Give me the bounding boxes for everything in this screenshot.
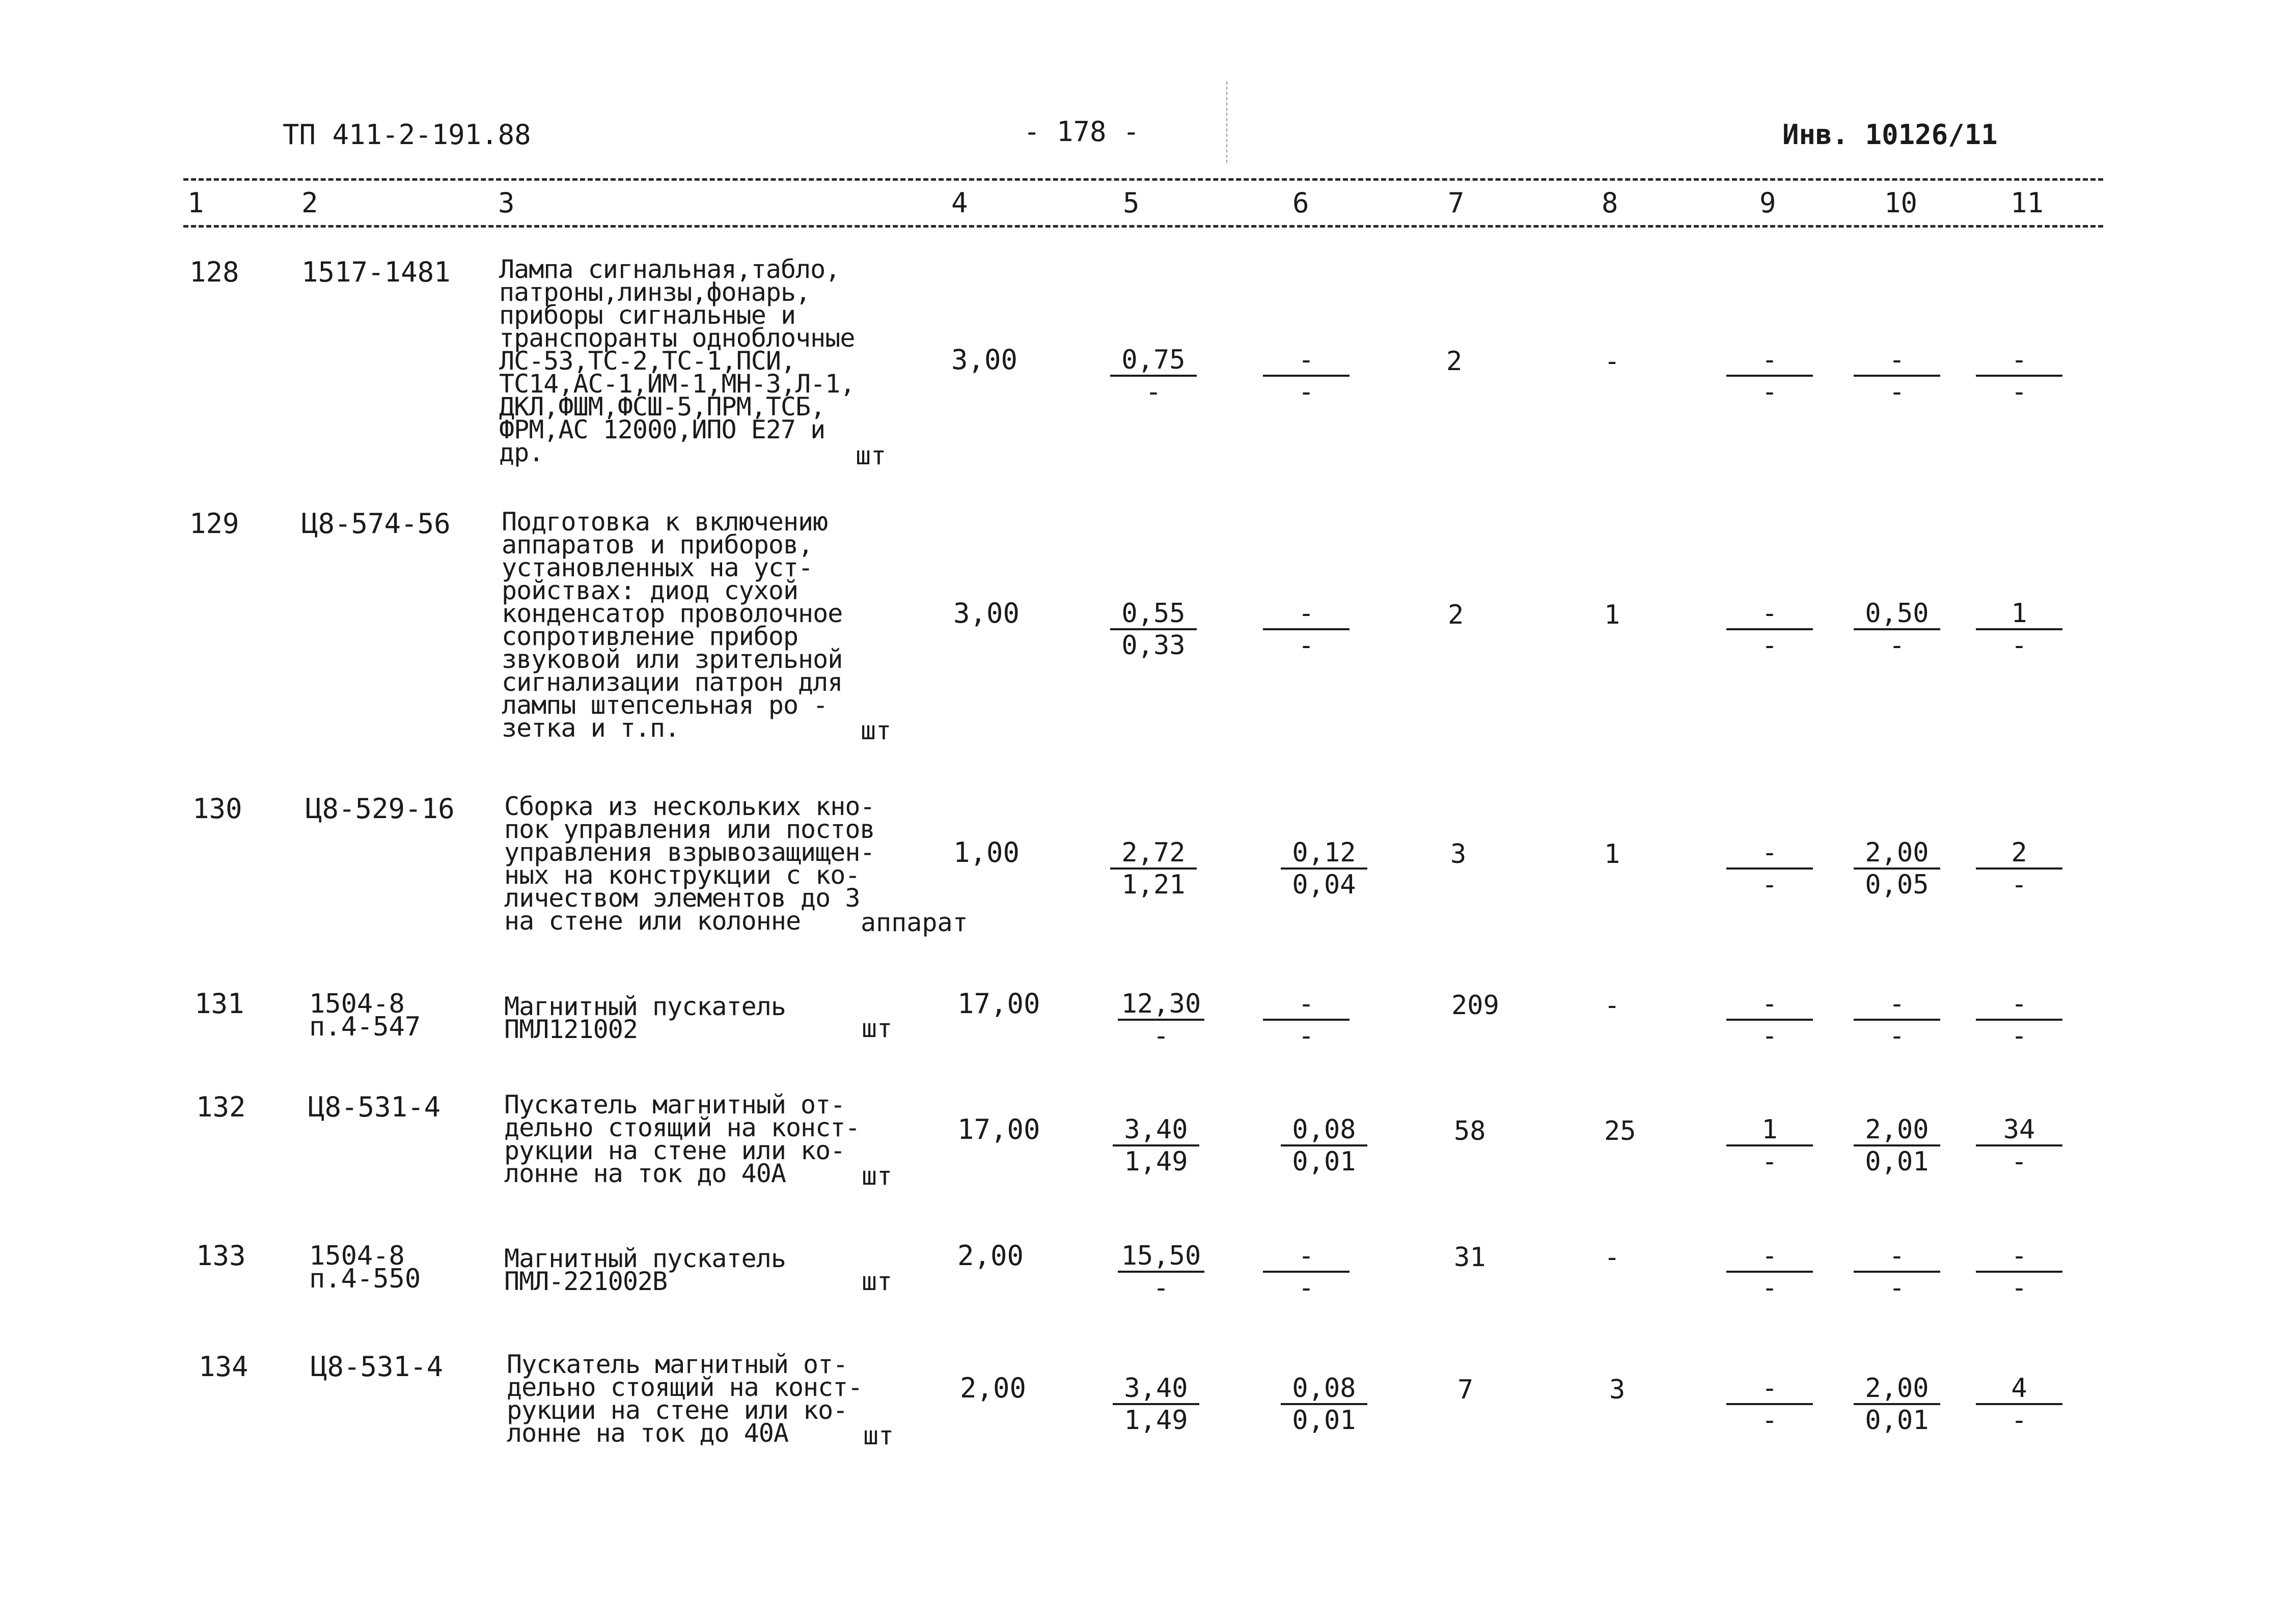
col-header-5: 5: [1123, 187, 1140, 219]
fold-mark: [1226, 81, 1227, 163]
row-col4: 3,00: [953, 597, 1020, 629]
row-col11: 2 -: [1976, 839, 2062, 900]
row-col10: - -: [1854, 1242, 1940, 1303]
row-col8: -: [1604, 346, 1620, 377]
row-code: 1504-8 п.4-550: [309, 1241, 421, 1294]
col-header-1: 1: [187, 187, 204, 219]
col-header-6: 6: [1292, 187, 1309, 219]
row-col5: $\frac{0,55}{0,33}$: [1110, 600, 1197, 661]
row-unit: шт: [856, 441, 887, 470]
row-col6: - -: [1263, 600, 1349, 661]
row-description: Лампа сигнальная,табло, патроны,линзы,фонарь, приборы сигнальные и транспоранты одноблочные ЛС-53,ТС-2,ТС-1,ПСИ, ТС14,АС-1,ИМ-1,МН-3,Л-1, ДКЛ,ФШМ,ФСШ-5,ПРМ,ТСБ, ФРМ,АС 12000,ИПО Е27 и др.: [499, 255, 855, 467]
row-col8: 3: [1609, 1375, 1626, 1405]
row-col11: 1 -: [1976, 600, 2062, 661]
row-code: Ц8-529-16: [306, 793, 455, 825]
row-number: 129: [189, 508, 239, 540]
row-unit: шт: [862, 1014, 893, 1043]
row-col5: $\frac{3,40}{1,49}$: [1113, 1375, 1199, 1436]
row-col7: 58: [1454, 1116, 1486, 1146]
col-header-11: 11: [2010, 187, 2044, 219]
row-code: Ц8-531-4: [311, 1351, 444, 1383]
row-description: Сборка из нескольких кно- пок управления или постов управления взрывозащищен- ных на конструкции с ко- личеством элементов до 3 на стене или колонне: [504, 792, 875, 936]
row-number: 132: [196, 1091, 246, 1123]
row-col11: - -: [1976, 990, 2062, 1051]
row-col9: - -: [1726, 346, 1813, 407]
row-unit: аппарат: [861, 908, 968, 937]
row-description: Пускатель магнитный от- дельно стоящий на конст- рукции на стене или ко- лонне на ток до 40А: [507, 1350, 863, 1448]
row-col8: 25: [1604, 1116, 1636, 1146]
row-code: 1504-8 п.4-547: [309, 989, 421, 1042]
page-number: - 178 -: [1024, 116, 1140, 148]
row-col6: - -: [1263, 346, 1349, 407]
row-col6: $\frac{0,08}{0,01}$: [1281, 1375, 1367, 1436]
row-code: 1517-1481: [301, 256, 451, 288]
row-number: 128: [189, 256, 239, 288]
row-col10: - -: [1854, 346, 1940, 407]
row-number: 131: [195, 988, 244, 1020]
col-header-9: 9: [1759, 187, 1776, 219]
row-col5: 15,50 -: [1118, 1242, 1204, 1303]
inventory-number: Инв. 10126/11: [1782, 119, 1998, 151]
row-col10: $\frac{2,00}{0,05}$: [1854, 839, 1940, 900]
row-col7: 209: [1451, 990, 1499, 1021]
row-col10: - -: [1854, 990, 1940, 1051]
row-col9: - -: [1726, 990, 1813, 1051]
row-col6: $\frac{0,12}{0,04}$: [1281, 839, 1367, 900]
row-col9: 1 -: [1726, 1116, 1813, 1177]
row-col7: 2: [1446, 346, 1463, 377]
row-col8: -: [1604, 990, 1620, 1021]
row-col6: - -: [1263, 990, 1349, 1051]
col-header-2: 2: [301, 187, 318, 219]
row-col4: 17,00: [957, 1113, 1040, 1145]
row-col7: 7: [1457, 1375, 1474, 1405]
row-code: Ц8-531-4: [308, 1091, 441, 1123]
row-col9: - -: [1726, 1375, 1813, 1436]
row-col7: 2: [1448, 600, 1464, 630]
header-rule-bottom: [183, 225, 2103, 228]
row-number: 133: [196, 1240, 246, 1272]
row-col5: 0,75 -: [1110, 346, 1197, 407]
row-col11: 4 -: [1976, 1375, 2062, 1436]
row-col4: 1,00: [953, 836, 1020, 869]
col-header-10: 10: [1884, 187, 1918, 219]
row-col6: - -: [1263, 1242, 1349, 1303]
row-col7: 31: [1454, 1242, 1486, 1273]
row-col11: - -: [1976, 346, 2062, 407]
row-code: Ц8-574-56: [301, 508, 451, 540]
row-col5: $\frac{2,72}{1,21}$: [1110, 839, 1197, 900]
col-header-7: 7: [1448, 187, 1465, 219]
row-col11: 34 -: [1976, 1116, 2062, 1177]
row-description: Пускатель магнитный от- дельно стоящий на конст- рукции на стене или ко- лонне на ток до 40А: [504, 1090, 860, 1188]
row-col8: 1: [1604, 839, 1620, 870]
row-col4: 2,00: [960, 1372, 1027, 1404]
row-col8: -: [1604, 1242, 1620, 1273]
row-col8: 1: [1604, 600, 1620, 630]
row-unit: шт: [862, 1267, 893, 1296]
row-col6: $\frac{0,08}{0,01}$: [1281, 1116, 1367, 1177]
row-col10: $\frac{2,00}{0,01}$: [1854, 1116, 1940, 1177]
row-number: 134: [199, 1351, 249, 1383]
col-header-4: 4: [951, 187, 968, 219]
row-col9: - -: [1726, 839, 1813, 900]
row-description: Подготовка к включению аппаратов и приборов, установленных на уст- ройствах: диод сухой конденсатор проволочное сопротивление прибор звуковой или зрительной сигнализации патрон для лампы штепсельная ро - зетка и т.п.: [502, 507, 843, 743]
doc-code: ТП 411-2-191.88: [283, 119, 531, 151]
row-col9: - -: [1726, 1242, 1813, 1303]
row-col4: 17,00: [957, 988, 1040, 1020]
col-header-3: 3: [498, 187, 515, 219]
header-rule-top: [183, 178, 2103, 181]
col-header-8: 8: [1602, 187, 1618, 219]
row-unit: шт: [862, 1161, 893, 1191]
row-description: Магнитный пускатель ПМЛ121002: [504, 992, 786, 1044]
row-unit: шт: [861, 716, 892, 745]
row-col4: 2,00: [957, 1240, 1024, 1272]
row-col7: 3: [1450, 839, 1467, 870]
row-col5: $\frac{3,40}{1,49}$: [1113, 1116, 1199, 1177]
row-number: 130: [192, 793, 242, 825]
row-col11: - -: [1976, 1242, 2062, 1303]
row-unit: шт: [863, 1421, 894, 1450]
row-description: Магнитный пускатель ПМЛ-221002В: [504, 1244, 786, 1296]
row-col9: - -: [1726, 600, 1813, 661]
row-col5: 12,30 -: [1118, 990, 1204, 1051]
row-col10: $\frac{2,00}{0,01}$: [1854, 1375, 1940, 1436]
row-col10: 0,50 -: [1854, 600, 1940, 661]
row-col4: 3,00: [951, 344, 1018, 376]
